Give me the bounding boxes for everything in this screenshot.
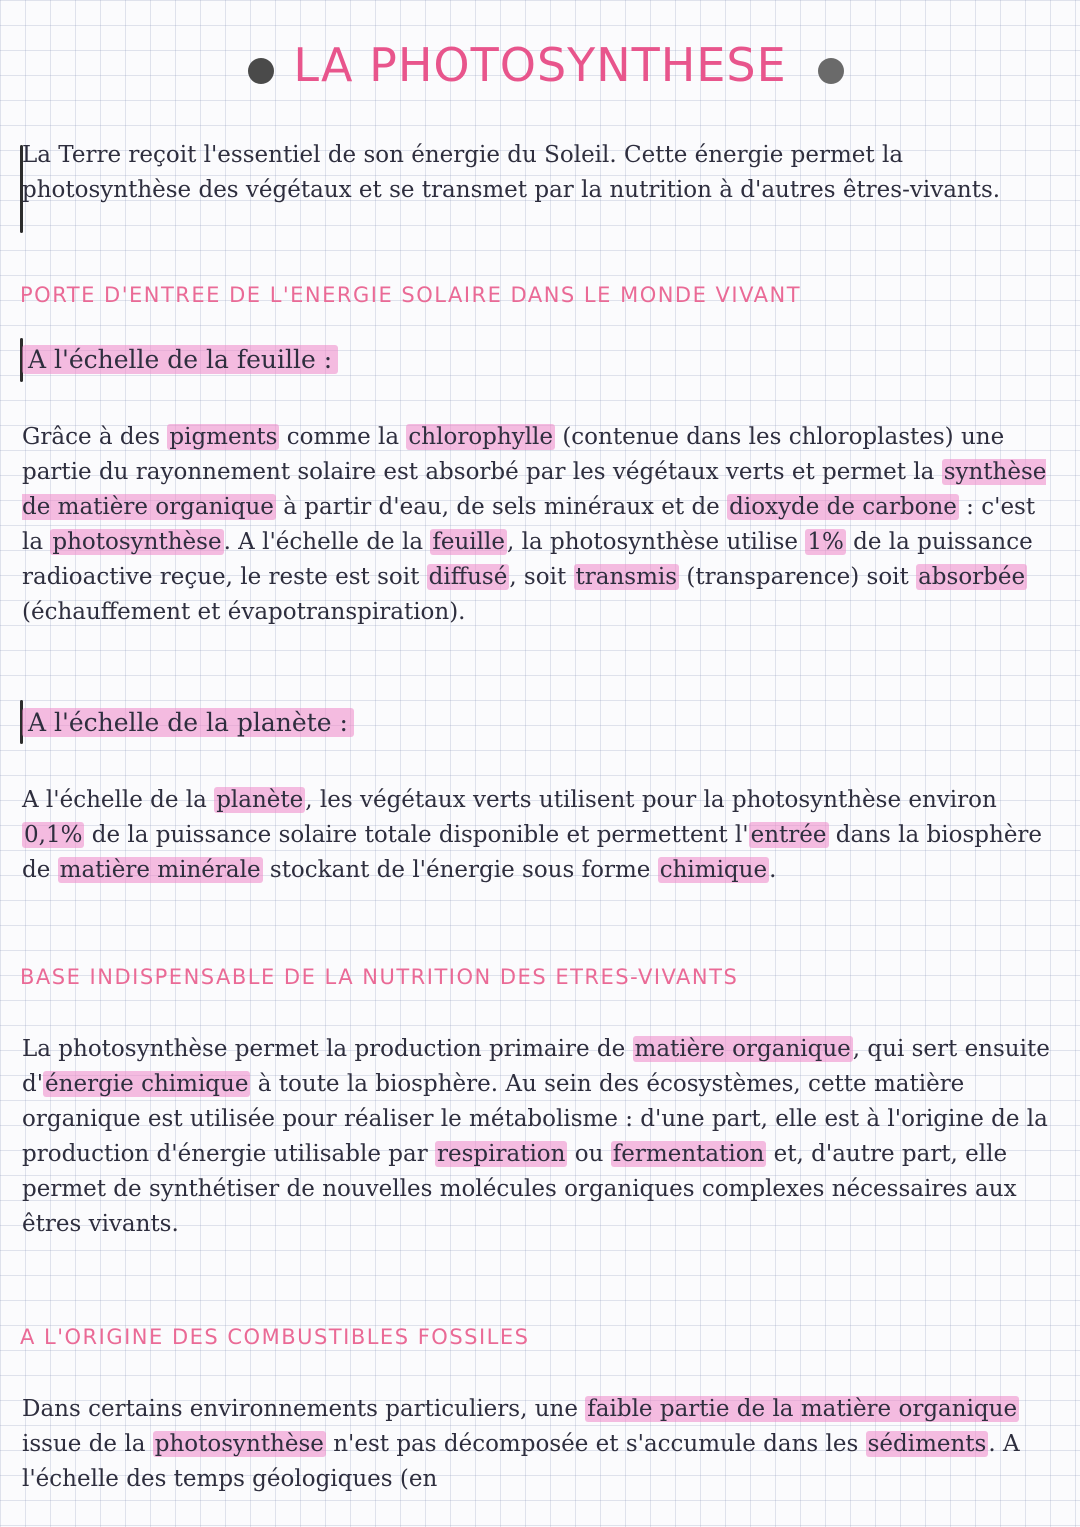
highlight-planete: planète — [216, 787, 304, 813]
highlight-fermentation: fermentation — [612, 1141, 765, 1167]
section-heading-nutrition: BASE INDISPENSABLE DE LA NUTRITION DES ETRES-VIVANTS — [20, 965, 739, 989]
page-title: LA PHOTOSYNTHESE — [293, 38, 787, 92]
highlight-photosynthese-2: photosynthèse — [154, 1431, 324, 1457]
leaf-scale-paragraph: Grâce à des pigments comme la chlorophylle (contenue dans les chloroplastes) une partie du rayonnement solaire est absorbé par les végétaux verts et permet la synthèse de matière organique à partir d'eau, de sels minéraux et de dioxyde de carbone : c'est la photosynthèse. A l'échelle de la feuille, la photosynthèse utilise 1% de la puissance radioactive reçue, le reste est soit diffusé, soit transmis (transparence) soit absorbée (échauffement et évapotranspiration). — [22, 424, 1047, 625]
highlight-synthese: synthèse de matière organique — [22, 459, 1047, 520]
highlight-dioxyde: dioxyde de carbone — [729, 494, 957, 520]
subheading-highlight: A l'échelle de la planète : — [22, 708, 354, 737]
highlight-photosynthese: photosynthèse — [52, 529, 222, 555]
highlight-zero-one-percent: 0,1% — [24, 822, 83, 848]
section-heading-fossil-fuels: A L'ORIGINE DES COMBUSTIBLES FOSSILES — [20, 1325, 530, 1349]
section-heading-energy-entry: PORTE D'ENTREE DE L'ENERGIE SOLAIRE DANS LE MONDE VIVANT — [20, 283, 802, 307]
highlight-pigments: pigments — [169, 424, 278, 450]
highlight-faible-partie: faible partie de la matière organique — [587, 1396, 1018, 1422]
highlight-respiration: respiration — [437, 1141, 566, 1167]
highlight-one-percent: 1% — [807, 529, 844, 555]
highlight-matiere-minerale: matière minérale — [59, 857, 261, 883]
subheading-planet-scale — [22, 708, 354, 737]
fossil-fuels-paragraph: Dans certains environnements particuliers, une faible partie de la matière organique issue de la photosynthèse n'est pas décomposée et s'accumule dans les sédiments. A l'échelle des temps géologiques (en — [22, 1396, 1020, 1492]
highlight-absorbee: absorbée — [918, 564, 1026, 590]
highlight-matiere-organique: matière organique — [634, 1036, 851, 1062]
highlight-feuille: feuille — [432, 529, 505, 555]
intro-paragraph: La Terre reçoit l'essentiel de son énergie du Soleil. Cette énergie permet la photosynthèse des végétaux et se transmet par la nutrition à d'autres êtres-vivants. — [22, 142, 1001, 203]
subheading-highlight: A l'échelle de la feuille : — [22, 345, 338, 374]
planet-scale-paragraph: A l'échelle de la planète, les végétaux verts utilisent pour la photosynthèse environ 0,1% de la puissance solaire totale disponible et permettent l'entrée dans la biosphère de matière minérale stockant de l'énergie sous forme chimique. — [22, 787, 1043, 883]
nutrition-paragraph: La photosynthèse permet la production primaire de matière organique, qui sert ensuite d'énergie chimique à toute la biosphère. Au sein des écosystèmes, cette matière organique est utilisée pour réaliser le métabolisme : d'une part, elle est à l'origine de la production d'énergie utilisable par respiration ou fermentation et, d'autre part, elle permet de synthétiser de nouvelles molécules organiques complexes nécessaires aux êtres vivants. — [22, 1036, 1050, 1237]
highlight-transmis: transmis — [575, 564, 678, 590]
highlight-energie-chimique: énergie chimique — [45, 1071, 249, 1097]
subheading-leaf-scale — [22, 345, 338, 374]
highlight-entree: entrée — [750, 822, 827, 848]
highlight-chimique: chimique — [659, 857, 768, 883]
highlight-sediments: sédiments — [867, 1431, 987, 1457]
highlight-diffuse: diffusé — [428, 564, 508, 590]
highlight-chlorophylle: chlorophylle — [408, 424, 554, 450]
